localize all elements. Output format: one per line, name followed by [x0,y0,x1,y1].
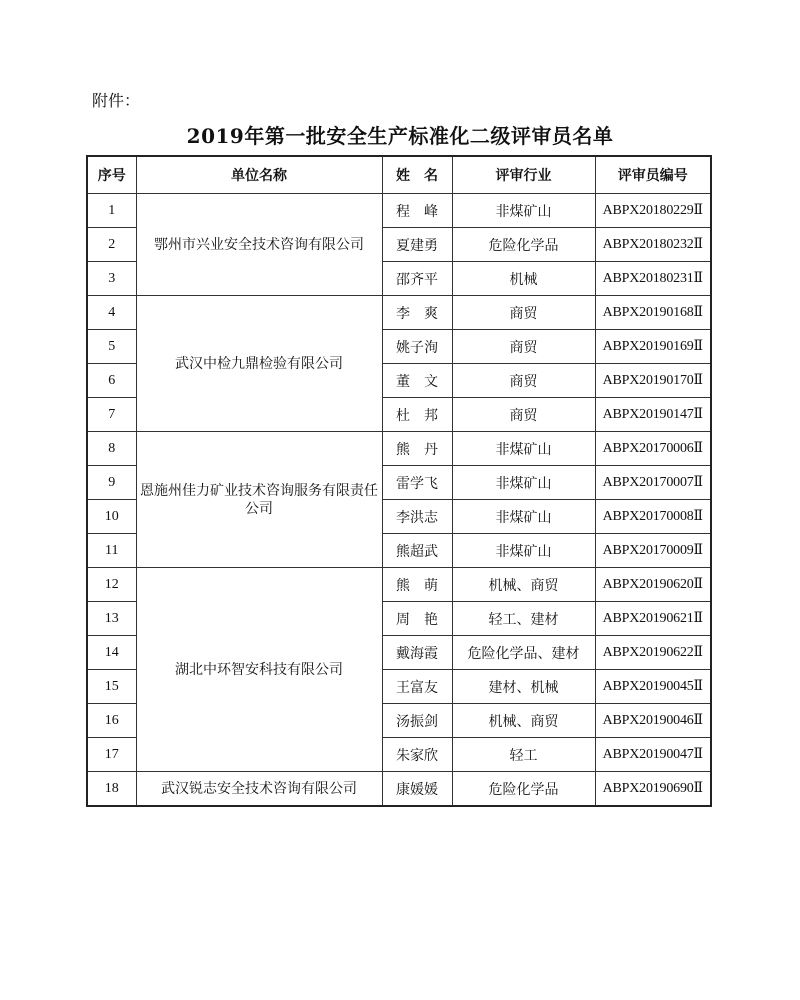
header-name: 姓 名 [382,156,452,194]
row-seq: 15 [87,670,136,704]
reviewer-industry: 机械 [452,262,595,296]
reviewer-code: ABPX20190045Ⅱ [595,670,711,704]
row-seq: 17 [87,738,136,772]
reviewer-name: 熊 萌 [382,568,452,602]
reviewer-name: 汤振剑 [382,704,452,738]
table-header-row [87,156,711,194]
row-seq: 1 [87,194,136,228]
reviewer-industry: 轻工 [452,738,595,772]
org-name: 恩施州佳力矿业技术咨询服务有限责任公司 [136,432,382,568]
row-seq: 10 [87,500,136,534]
reviewer-name: 李 爽 [382,296,452,330]
table-row [87,432,711,466]
reviewer-code: ABPX20190622Ⅱ [595,636,711,670]
reviewer-name: 姚子洵 [382,330,452,364]
reviewer-industry: 非煤矿山 [452,194,595,228]
row-seq: 5 [87,330,136,364]
reviewer-name: 李洪志 [382,500,452,534]
attachment-label: 附件： [92,91,141,110]
reviewer-name: 雷学飞 [382,466,452,500]
row-seq: 6 [87,364,136,398]
row-seq: 2 [87,228,136,262]
reviewer-industry: 建材、机械 [452,670,595,704]
reviewer-industry: 机械、商贸 [452,704,595,738]
reviewer-code: ABPX20180232Ⅱ [595,228,711,262]
table-row [87,568,711,602]
row-seq: 12 [87,568,136,602]
reviewer-industry: 非煤矿山 [452,534,595,568]
header-org: 单位名称 [136,156,382,194]
reviewer-code: ABPX20190620Ⅱ [595,568,711,602]
reviewer-industry: 商贸 [452,398,595,432]
reviewer-code: ABPX20190047Ⅱ [595,738,711,772]
org-name: 湖北中环智安科技有限公司 [136,568,382,772]
reviewer-code: ABPX20190170Ⅱ [595,364,711,398]
reviewer-name: 周 艳 [382,602,452,636]
reviewer-code: ABPX20190621Ⅱ [595,602,711,636]
reviewer-industry: 商贸 [452,296,595,330]
reviewer-industry: 危险化学品 [452,772,595,807]
reviewer-name: 戴海霞 [382,636,452,670]
reviewer-industry: 轻工、建材 [452,602,595,636]
org-name: 武汉锐志安全技术咨询有限公司 [136,772,382,807]
reviewer-name: 熊 丹 [382,432,452,466]
reviewer-code: ABPX20190169Ⅱ [595,330,711,364]
table-row [87,194,711,228]
reviewer-industry: 危险化学品 [452,228,595,262]
table-row [87,296,711,330]
row-seq: 16 [87,704,136,738]
row-seq: 13 [87,602,136,636]
reviewer-industry: 商贸 [452,330,595,364]
row-seq: 14 [87,636,136,670]
reviewer-name: 熊超武 [382,534,452,568]
header-code: 评审员编号 [595,156,711,194]
reviewer-name: 杜 邦 [382,398,452,432]
header-seq: 序号 [87,156,136,194]
reviewer-code: ABPX20190046Ⅱ [595,704,711,738]
reviewer-code: ABPX20170008Ⅱ [595,500,711,534]
reviewer-industry: 非煤矿山 [452,500,595,534]
reviewer-name: 王富友 [382,670,452,704]
reviewer-name: 程 峰 [382,194,452,228]
reviewer-table [86,155,712,807]
reviewer-name: 朱家欣 [382,738,452,772]
row-seq: 11 [87,534,136,568]
reviewer-code: ABPX20180231Ⅱ [595,262,711,296]
reviewer-code: ABPX20180229Ⅱ [595,194,711,228]
row-seq: 4 [87,296,136,330]
reviewer-code: ABPX20190690Ⅱ [595,772,711,807]
reviewer-industry: 商贸 [452,364,595,398]
header-industry: 评审行业 [452,156,595,194]
row-seq: 3 [87,262,136,296]
row-seq: 7 [87,398,136,432]
reviewer-code: ABPX20190147Ⅱ [595,398,711,432]
reviewer-code: ABPX20170007Ⅱ [595,466,711,500]
row-seq: 9 [87,466,136,500]
reviewer-industry: 机械、商贸 [452,568,595,602]
row-seq: 8 [87,432,136,466]
reviewer-code: ABPX20190168Ⅱ [595,296,711,330]
reviewer-industry: 危险化学品、建材 [452,636,595,670]
reviewer-code: ABPX20170009Ⅱ [595,534,711,568]
reviewer-industry: 非煤矿山 [452,466,595,500]
reviewer-name: 夏建勇 [382,228,452,262]
row-seq: 18 [87,772,136,807]
reviewer-code: ABPX20170006Ⅱ [595,432,711,466]
org-name: 武汉中检九鼎检验有限公司 [136,296,382,432]
org-name: 鄂州市兴业安全技术咨询有限公司 [136,194,382,296]
reviewer-name: 康媛媛 [382,772,452,807]
reviewer-name: 邵齐平 [382,262,452,296]
reviewer-industry: 非煤矿山 [452,432,595,466]
reviewer-name: 董 文 [382,364,452,398]
document-title: 2019年第一批安全生产标准化二级评审员名单 [186,124,614,148]
table-row [87,772,711,807]
